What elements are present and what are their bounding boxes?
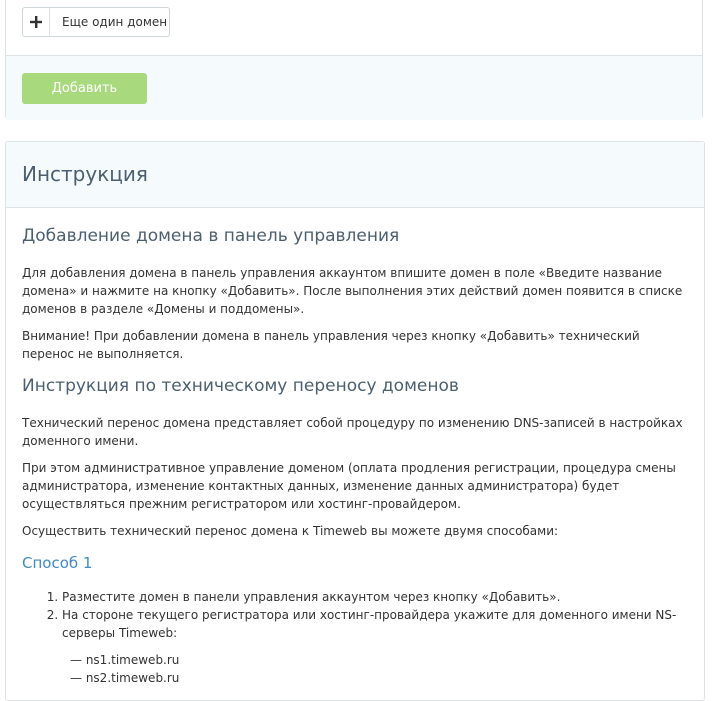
ns-server-item: — ns1.timeweb.ru xyxy=(70,651,692,669)
section-add-domain-text: Для добавления домена в панель управления аккаунтом впишите домен в поле «Введите название домена» и нажмите на кнопку «Добавить». После выполнения этих действий домен появится в списке доменов в разделе «Домены и поддомены». xyxy=(22,266,683,316)
add-another-domain-label: Еще один домен xyxy=(62,15,168,29)
way-1-title: Способ 1 xyxy=(22,554,93,572)
add-domain-form-footer xyxy=(6,56,702,120)
instruction-panel xyxy=(5,141,705,701)
tech-transfer-ways-intro: Осуществить технический перенос домена к Timeweb вы можете двумя способами: xyxy=(22,524,559,538)
instruction-panel-header xyxy=(6,142,704,208)
add-domain-panel xyxy=(5,0,703,119)
way-1-step: 1. Разместите домен в панели управления аккаунтом через кнопку «Добавить». xyxy=(62,588,692,606)
section-tech-transfer-title: Инструкция по техническому переносу доменов xyxy=(22,376,459,396)
add-domain-form-body xyxy=(6,0,702,56)
add-another-domain-button[interactable] xyxy=(22,7,170,37)
section-add-domain-warning: Внимание! При добавлении домена в панель управления через кнопку «Добавить» технический перенос не выполняется. xyxy=(22,329,640,361)
plus-icon xyxy=(23,8,50,36)
way-1-step: 2. На стороне текущего регистратора или хостинг-провайдера укажите для доменного имени NS-серверы Timeweb: xyxy=(62,606,692,642)
add-button[interactable]: Добавить xyxy=(22,73,147,104)
ns-server-item: — ns2.timeweb.ru xyxy=(70,669,692,687)
tech-transfer-description: Технический перенос домена представляет собой процедуру по изменению DNS-записей в настройках доменного имени. xyxy=(22,416,683,448)
tech-transfer-admin-note: При этом административное управление доменом (оплата продления регистрации, процедура смены администратора, изменение контактных данных, изменение данных администратора) будет осуществляться прежним регистратором или хостинг-провайдером. xyxy=(22,461,676,511)
instruction-content xyxy=(22,222,692,687)
section-add-domain-title: Добавление домена в панель управления xyxy=(22,226,400,246)
instruction-panel-title: Инструкция xyxy=(22,162,148,186)
way-1-steps xyxy=(22,588,692,642)
ns-server-list xyxy=(22,651,692,687)
